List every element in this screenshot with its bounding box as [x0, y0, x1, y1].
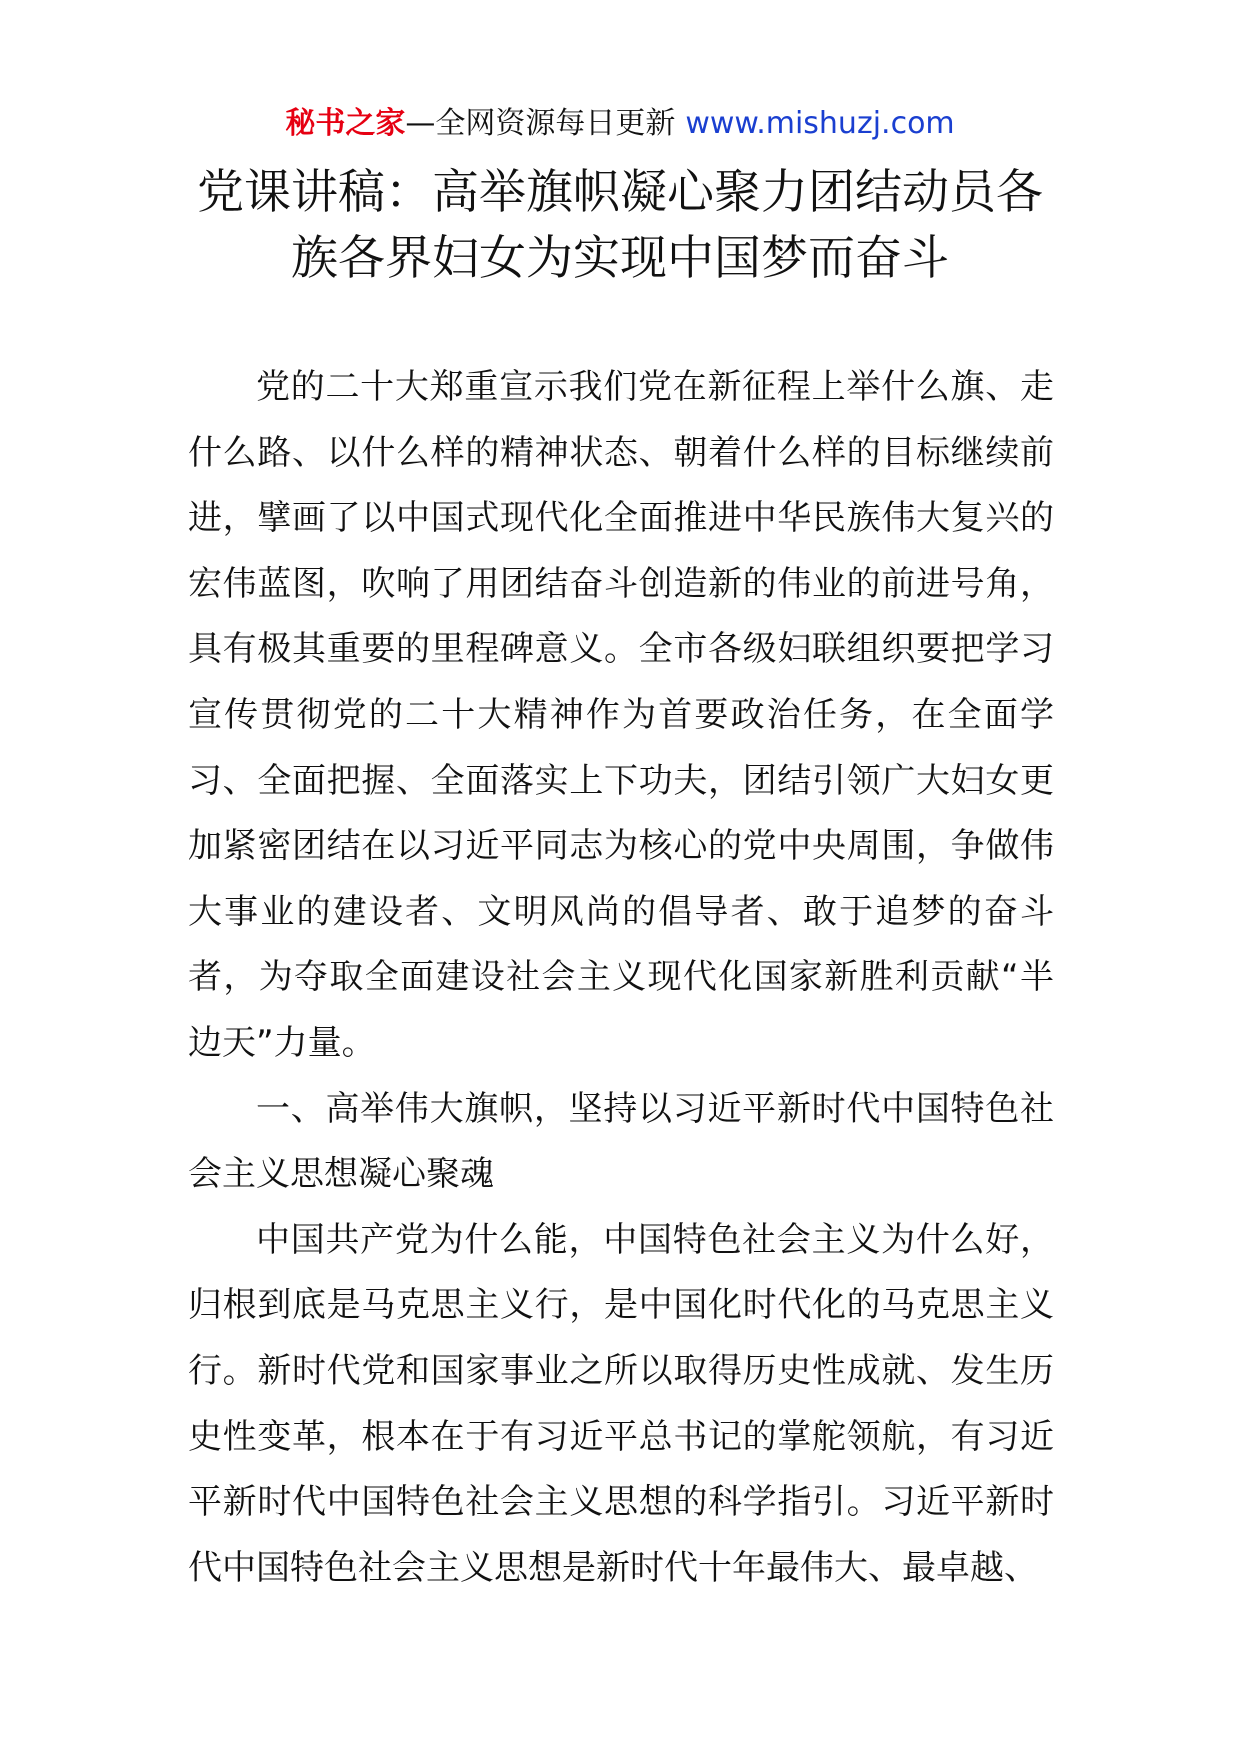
site-name: 秘书之家: [285, 106, 406, 141]
site-slogan: —全网资源每日更新: [405, 106, 676, 141]
document-title: [150, 160, 1090, 292]
site-url-link[interactable]: www.mishuzj.com: [685, 106, 955, 141]
site-header: [0, 104, 1240, 144]
document-body: [188, 355, 1054, 1601]
document-title-line-1: 党课讲稿：高举旗帜凝心聚力团结动员各: [197, 165, 1043, 220]
document-title-line-2: 族各界妇女为实现中国梦而奋斗: [291, 231, 949, 286]
section-heading-1: 一、高举伟大旗帜，坚持以习近平新时代中国特色社会主义思想凝心聚魂: [188, 1088, 1054, 1195]
body-paragraph-2: 中国共产党为什么能，中国特色社会主义为什么好，归根到底是马克思主义行，是中国化时代化的马克思主义行。新时代党和国家事业之所以取得历史性成就、发生历史性变革，根本在于有习近平总书记的掌舵领航，有习近平新时代中国特色社会主义思想的科学指引。习近平新时代中国特色社会主义思想是新时代十年最伟大、最卓越、: [188, 1219, 1054, 1588]
body-paragraph-1: 党的二十大郑重宣示我们党在新征程上举什么旗、走什么路、以什么样的精神状态、朝着什么样的目标继续前进，擘画了以中国式现代化全面推进中华民族伟大复兴的宏伟蓝图，吹响了用团结奋斗创造新的伟业的前进号角，具有极其重要的里程碑意义。全市各级妇联组织要把学习宣传贯彻党的二十大精神作为首要政治任务，在全面学习、全面把握、全面落实上下功夫，团结引领广大妇女更加紧密团结在以习近平同志为核心的党中央周围，争做伟大事业的建设者、文明风尚的倡导者、敢于追梦的奋斗者，为夺取全面建设社会主义现代化国家新胜利贡献“半边天”力量。: [188, 367, 1054, 1063]
